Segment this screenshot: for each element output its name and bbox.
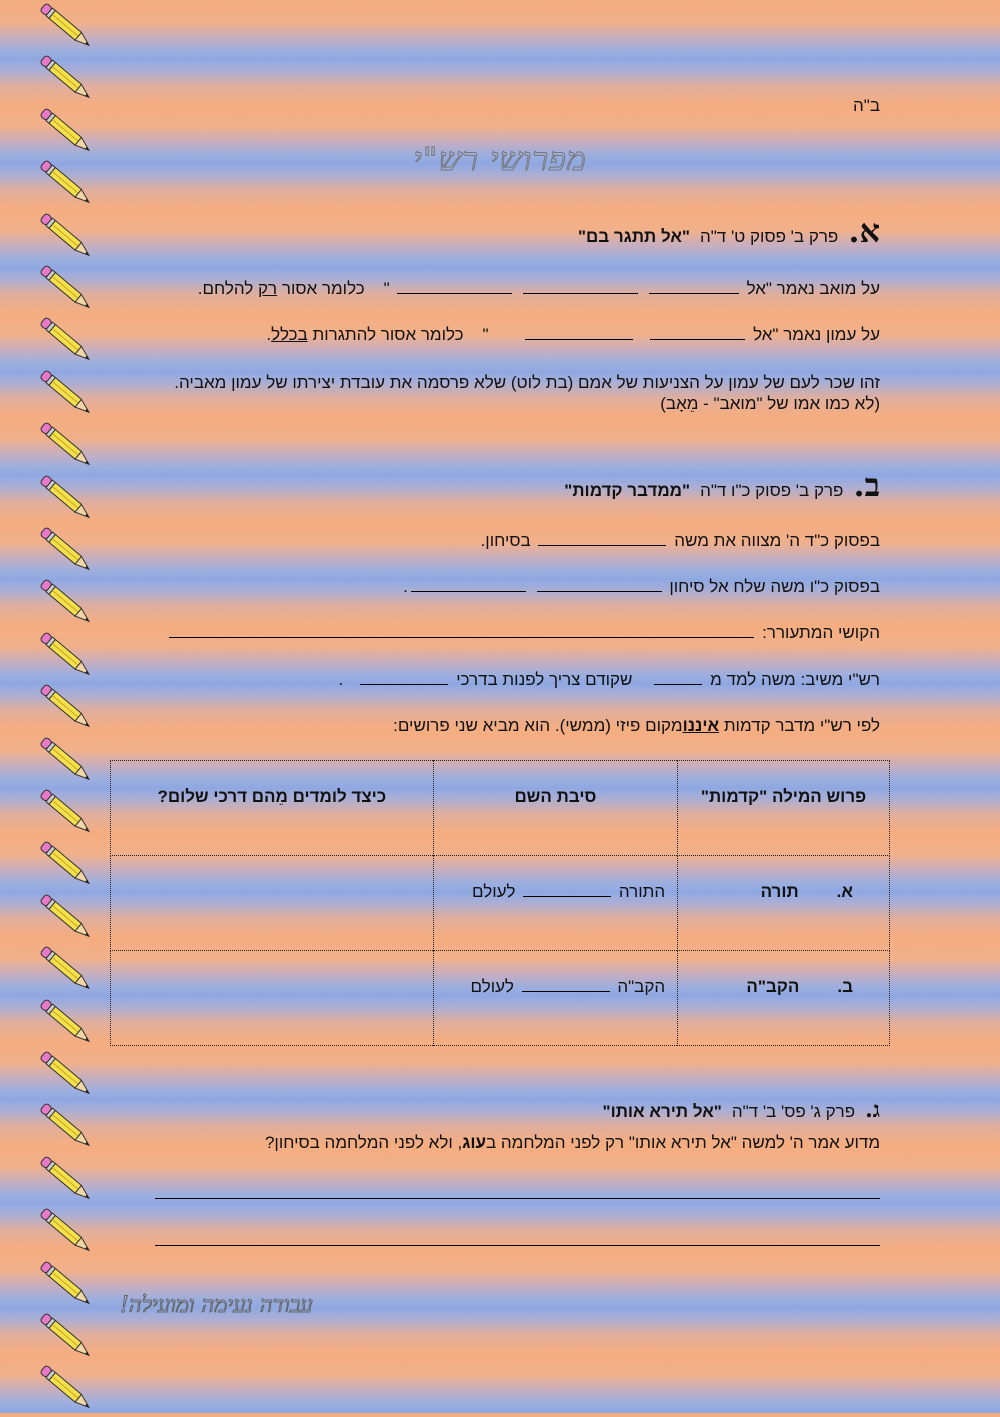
- blank[interactable]: [649, 292, 739, 294]
- blank[interactable]: [538, 544, 666, 546]
- pencil-icon: [38, 369, 94, 417]
- blank[interactable]: [169, 636, 754, 638]
- reason-end: לעולם: [470, 977, 514, 996]
- question-start: מדוע אמר ה' למשה "אל תירא אותו" רק לפני המלחמה ב: [486, 1133, 880, 1152]
- section1-line2: [266, 325, 880, 345]
- section2-line1-start: בפסוק כ"ד ה' מצווה את משה: [674, 531, 880, 550]
- section2-line2-start: בפסוק כ"ו משה שלח אל סיחון: [669, 577, 880, 596]
- pencil-icon: [38, 421, 94, 469]
- reason-start: התורה: [618, 882, 666, 901]
- pencil-icon: [38, 945, 94, 993]
- pencil-icon: [38, 1155, 94, 1203]
- pencil-icon: [38, 2, 94, 50]
- section2-line1-end: בסיחון.: [480, 531, 531, 550]
- table-header-cell: פרוש המילה "קדמות": [678, 761, 890, 856]
- reason-end: לעולם: [472, 882, 516, 901]
- pencil-icon: [38, 526, 94, 574]
- section2-line4: [339, 670, 880, 690]
- table-header-row: [111, 761, 890, 856]
- section2-line3: [166, 623, 880, 643]
- pencil-icon: [38, 631, 94, 679]
- pencil-icon: [38, 474, 94, 522]
- blank[interactable]: [654, 683, 702, 685]
- pencil-icon: [38, 840, 94, 888]
- pencil-icon: [38, 107, 94, 155]
- pencil-icon: [38, 893, 94, 941]
- footer-credit: עבודה נעימה ומועילה!: [120, 1293, 313, 1318]
- quote-mark: ": [383, 279, 390, 298]
- pencil-icon: [38, 578, 94, 626]
- row-word: הקב"ה: [746, 977, 800, 996]
- section1-line2-start: על עמון נאמר "אל: [753, 325, 880, 344]
- section2-line3-start: הקושי המתעורר:: [762, 623, 880, 642]
- section2-heading-bold: "ממדבר קדמות": [564, 481, 691, 500]
- pencil-icon: [38, 1102, 94, 1150]
- section3-heading-prefix: פרק ג' פס' ב' ד"ה: [731, 1102, 856, 1121]
- row-letter: ב.: [837, 977, 853, 996]
- pencil-icon: [38, 1207, 94, 1255]
- reason-start: הקב"ה: [617, 977, 666, 996]
- pencil-icon: [38, 1312, 94, 1360]
- question-end: , ולא לפני המלחמה בסיחון?: [264, 1133, 463, 1152]
- table-cell-answer[interactable]: [111, 951, 434, 1046]
- section2-heading: [564, 466, 880, 504]
- pencil-icon: [38, 264, 94, 312]
- blank[interactable]: [525, 338, 633, 340]
- meanings-table: [110, 760, 890, 1046]
- table-row: [111, 951, 890, 1046]
- answer-line[interactable]: [155, 1245, 880, 1246]
- pencil-icon: [38, 788, 94, 836]
- section2-line4-start: רש"י משיב: משה למד מ: [710, 670, 880, 689]
- section1-line1-underlined: רק: [258, 279, 278, 298]
- blank[interactable]: [537, 590, 662, 592]
- table-cell-meaning: [678, 951, 890, 1046]
- bh-mark: ב"ה: [853, 96, 880, 115]
- blank[interactable]: [523, 292, 638, 294]
- section1-heading: [578, 212, 880, 250]
- pencil-icon: [38, 316, 94, 364]
- section1-line1-mid: כלומר אסור: [281, 279, 365, 298]
- pencil-icon: [38, 212, 94, 260]
- section2-letter: ב.: [853, 466, 880, 504]
- blank[interactable]: [411, 590, 526, 592]
- table-header-cell: כיצד לומדים מֵהם דרכי שלום?: [111, 761, 434, 856]
- pencil-icon: [38, 159, 94, 207]
- quote-mark: ": [482, 325, 489, 344]
- section1-line2-underlined: בכלל: [271, 325, 308, 344]
- blank[interactable]: [522, 990, 610, 992]
- section2-line1: [481, 531, 880, 551]
- table-header-cell: סיבת השם: [433, 761, 678, 856]
- blank[interactable]: [523, 895, 611, 897]
- row-word: תורה: [760, 882, 799, 901]
- pencil-icon: [38, 998, 94, 1046]
- pencil-icon: [38, 54, 94, 102]
- question-bold: עוג: [462, 1133, 487, 1152]
- section3-question: [265, 1133, 880, 1153]
- pencil-icon: [38, 1364, 94, 1412]
- table-row: [111, 856, 890, 951]
- section3-heading-bold: "אל תירא אותו": [602, 1102, 722, 1121]
- section1-line2-end: .: [266, 325, 272, 344]
- page-title: מפרושי רש"י: [413, 140, 587, 178]
- blank[interactable]: [397, 292, 512, 294]
- section2-heading-prefix: פרק ב' פסוק כ"ו ד"ה: [700, 481, 844, 500]
- section1-letter: א.: [848, 212, 880, 250]
- section1-line1-start: על מואב נאמר "אל: [746, 279, 880, 298]
- section2-line5: [393, 716, 880, 736]
- row-letter: א.: [836, 882, 853, 901]
- pencil-icon: [38, 1050, 94, 1098]
- pencil-border: [38, 0, 98, 1413]
- section3-heading: [603, 1097, 880, 1123]
- worksheet: [100, 0, 900, 1413]
- section2-line4-end: .: [338, 670, 344, 689]
- section1-line2-mid: כלומר אסור להתגרות: [312, 325, 464, 344]
- section2-line2: [403, 577, 880, 597]
- table-cell-reason: [433, 951, 678, 1046]
- section3-letter: ג.: [865, 1097, 880, 1123]
- pencil-icon: [38, 736, 94, 784]
- blank[interactable]: [650, 338, 745, 340]
- section2-line5-end: מקום פיזי (ממשי). הוא מביא שני פרושים:: [393, 716, 683, 735]
- section1-paragraph: זהו שכר לעם של עמון על הצניעות של אמם (בת לוט) שלא פרסמה את עובדת יצירתו של עמון מאביה. (לא כמו אמו של "מואב" - מֵאָב): [174, 373, 880, 413]
- section1-heading-bold: "אל תתגר בם": [577, 227, 690, 246]
- section2-line5-underlined: איננו: [682, 716, 720, 735]
- section1-heading-prefix: פרק ב' פסוק ט' ד"ה: [699, 227, 839, 246]
- section2-line2-end: .: [403, 577, 408, 596]
- table-cell-meaning: [678, 856, 890, 951]
- section1-line1-end: להלחם.: [197, 279, 254, 298]
- section1-line1: [198, 279, 880, 299]
- section2-line4-mid: שקודם צריך לפנות בדרכי: [456, 670, 633, 689]
- table-cell-answer[interactable]: [111, 856, 434, 951]
- table-cell-reason: [433, 856, 678, 951]
- pencil-icon: [38, 1260, 94, 1308]
- answer-line[interactable]: [155, 1198, 880, 1199]
- section2-line5-start: לפי רש"י מדבר קדמות: [723, 716, 880, 735]
- pencil-icon: [38, 683, 94, 731]
- blank[interactable]: [360, 683, 448, 685]
